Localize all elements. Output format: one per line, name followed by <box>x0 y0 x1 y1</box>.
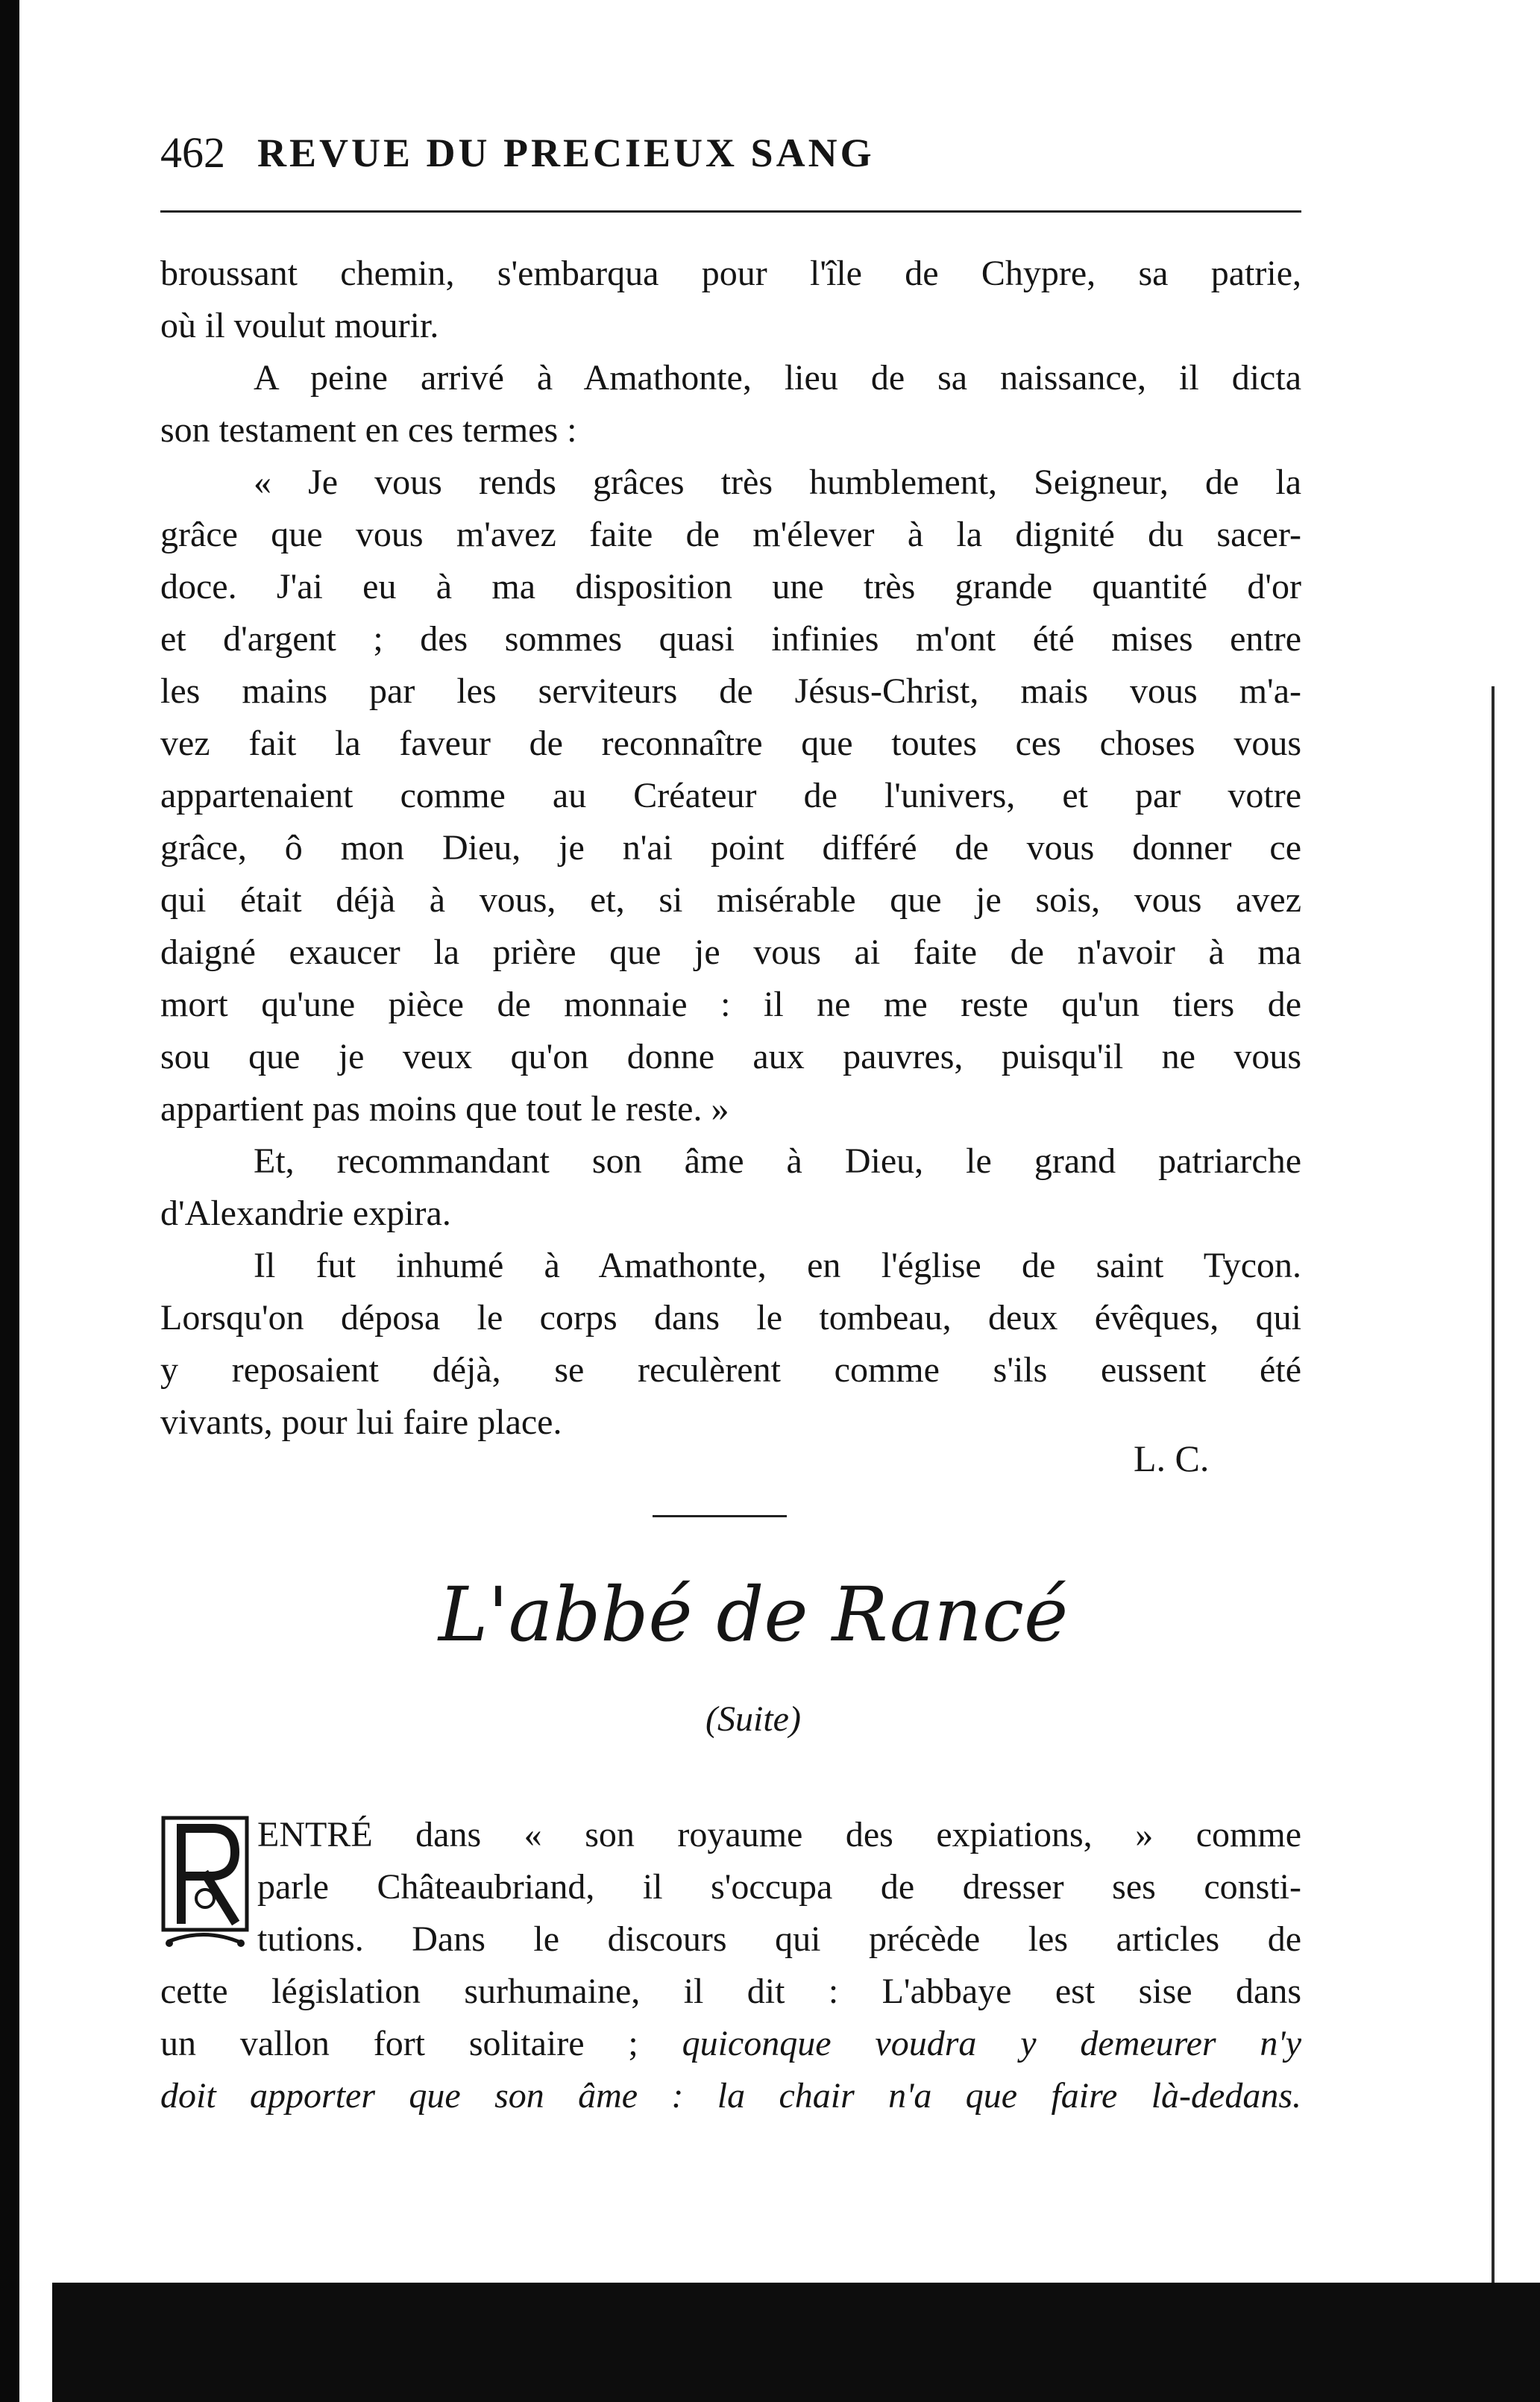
italic-quote: doit apporter que son âme : la chair n'a que faire là-dedans. <box>160 2076 1301 2116</box>
text-line: vez fait la faveur de reconnaître que toutes ces choses vous <box>160 724 1301 763</box>
header-rule <box>160 210 1301 213</box>
text-line: où il voulut mourir. <box>160 306 439 345</box>
first-section-text <box>160 248 1301 1449</box>
text-line: daigné exaucer la prière que je vous ai faite de n'avoir à ma <box>160 932 1301 972</box>
section-divider <box>653 1515 787 1517</box>
section-title: L'abbé de Rancé <box>438 1571 1069 1658</box>
scan-left-edge <box>0 0 19 2402</box>
running-title: REVUE DU PRECIEUX SANG <box>257 131 875 175</box>
text-line: les mains par les serviteurs de Jésus-Christ, mais vous m'a- <box>160 671 1301 711</box>
text-line: parle Châteaubriand, il s'occupa de dresser ses consti- <box>257 1867 1301 1907</box>
text-line: grâce que vous m'avez faite de m'élever à la dignité du sacer- <box>160 515 1301 554</box>
text-line: vivants, pour lui faire place. <box>160 1402 562 1442</box>
text-line: grâce, ô mon Dieu, je n'ai point différé de vous donner ce <box>160 828 1301 868</box>
text-line: Lorsqu'on déposa le corps dans le tombeau, deux évêques, qui <box>160 1298 1301 1338</box>
text-line: qui était déjà à vous, et, si misérable que je sois, vous avez <box>160 880 1301 920</box>
scan-bottom-edge <box>52 2283 1540 2402</box>
text-line: Il fut inhumé à Amathonte, en l'église de saint Tycon. <box>254 1246 1301 1285</box>
text-line: Et, recommandant son âme à Dieu, le grand patriarche <box>254 1141 1301 1181</box>
text-line: A peine arrivé à Amathonte, lieu de sa naissance, il dicta <box>254 358 1301 398</box>
scan-right-edge <box>1492 686 1495 2283</box>
text-line: mort qu'une pièce de monnaie : il ne me reste qu'un tiers de <box>160 985 1301 1024</box>
italic-quote: quiconque voudra y demeurer n'y <box>682 2024 1302 2063</box>
text-line: doce. J'ai eu à ma disposition une très grande quantité d'or <box>160 567 1301 606</box>
text-line: appartient pas moins que tout le reste. » <box>160 1089 729 1129</box>
text-line: tutions. Dans le discours qui précède les articles de <box>257 1919 1301 1959</box>
text-line: ENTRÉ dans « son royaume des expiations, » comme <box>257 1815 1301 1854</box>
page-header <box>160 119 1301 186</box>
text-line: y reposaient déjà, se reculèrent comme s'ils eussent été <box>160 1350 1301 1390</box>
text-line: appartenaient comme au Créateur de l'univers, et par votre <box>160 776 1301 815</box>
text-line: et d'argent ; des sommes quasi infinies m'ont été mises entre <box>160 619 1301 659</box>
author-signature: L. C. <box>1134 1437 1210 1479</box>
second-section-text <box>160 1809 1301 2122</box>
text-line: sou que je veux qu'on donne aux pauvres, puisqu'il ne vous <box>160 1037 1301 1076</box>
page-number: 462 <box>160 128 225 177</box>
section-subtitle: (Suite) <box>705 1699 801 1739</box>
text-line: d'Alexandrie expira. <box>160 1194 451 1233</box>
text-line <box>160 2018 1301 2070</box>
text-line: « Je vous rends grâces très humblement, Seigneur, de la <box>254 462 1301 502</box>
text-line: broussant chemin, s'embarqua pour l'île de Chypre, sa patrie, <box>160 254 1301 293</box>
dropcap-r-ornament <box>160 1815 250 1957</box>
text-segment: un vallon fort solitaire ; <box>160 2024 682 2063</box>
text-line: cette législation surhumaine, il dit : L'abbaye est sise dans <box>160 1972 1301 2011</box>
text-line: son testament en ces termes : <box>160 410 577 450</box>
